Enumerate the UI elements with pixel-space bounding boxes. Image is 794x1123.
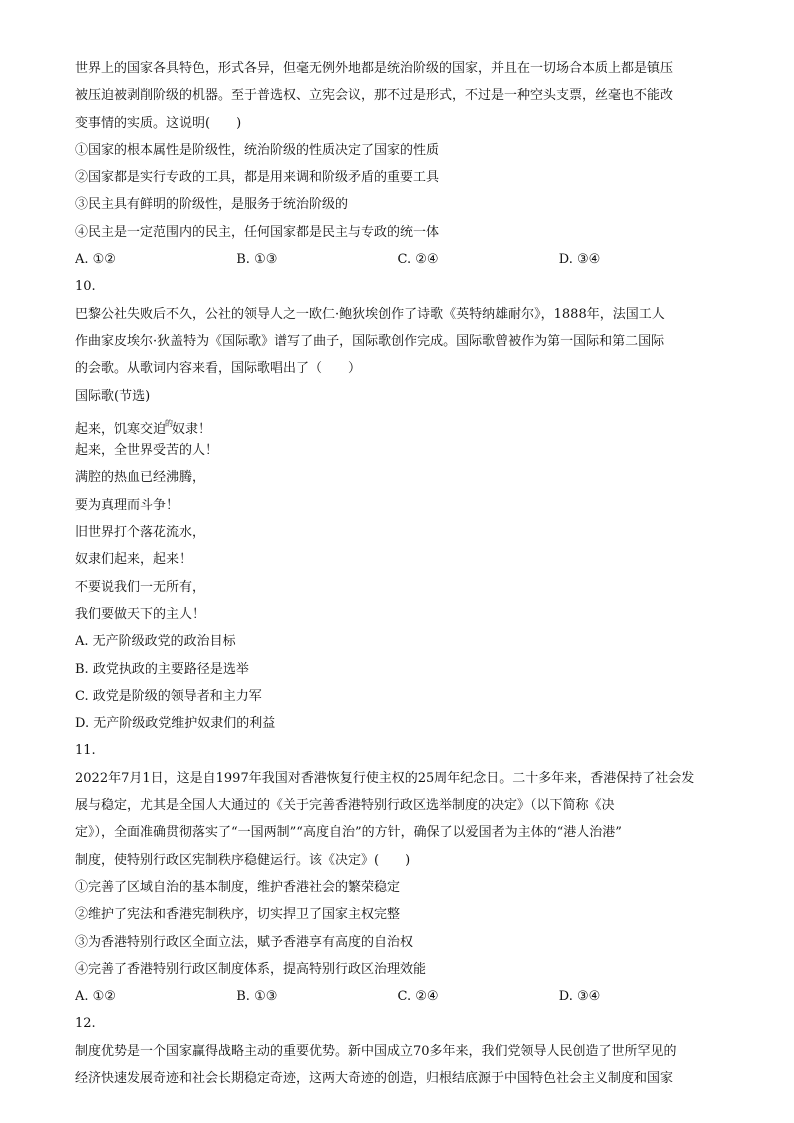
q11-option-d[interactable]: D. ③④ <box>558 989 601 1005</box>
q11-statement-2: ②维护了宪法和香港宪制秩序，切实捍卫了国家主权完整 <box>75 907 401 923</box>
q11-option-b[interactable]: B. ①③ <box>236 989 278 1005</box>
q10-stem-line-1: 巴黎公社失败后不久，公社的领导人之一欧仁·鲍狄埃创作了诗歌《英特纳雄耐尔》，1888年，法国工人 <box>75 306 665 322</box>
q12-stem-line-1: 制度优势是一个国家赢得战略主动的重要优势。新中国成立70多年来，我们党领导人民创造了世所罕见的 <box>75 1043 677 1059</box>
q10-option-a[interactable]: A. 无产阶级政党的政治目标 <box>75 634 236 650</box>
q10-poem-line-2: 起来，全世界受苦的人！ <box>75 443 219 459</box>
q11-statement-3: ③为香港特别行政区全面立法，赋予香港享有高度的自治权 <box>75 934 414 950</box>
q11-statement-1: ①完善了区域自治的基本制度，维护香港社会的繁荣稳定 <box>75 879 401 895</box>
q9-option-a[interactable]: A. ①② <box>75 252 116 268</box>
q10-poem-line-8: 我们要做天下的主人！ <box>75 606 206 622</box>
q9-stem-line-3: 变事情的实质。这说明( ) <box>75 115 242 131</box>
q9-statement-1: ①国家的根本属性是阶级性，统治阶级的性质决定了国家的性质 <box>75 142 440 158</box>
q9-option-c[interactable]: C. ②④ <box>397 252 439 268</box>
q10-poem-title: 国际歌(节选) <box>75 388 151 404</box>
document-page <box>75 55 720 1092</box>
q11-statement-4: ④完善了香港特别行政区制度体系，提高特别行政区治理效能 <box>75 961 427 977</box>
q10-number: 10. <box>75 279 96 295</box>
q9-stem-line-1: 世界上的国家各具特色，形式各异，但毫无例外地都是统治阶级的国家，并且在一切场合本质上都是镇压 <box>75 61 674 76</box>
q10-option-c[interactable]: C. 政党是阶级的领导者和主力军 <box>75 688 262 704</box>
q11-option-a[interactable]: A. ①② <box>75 989 116 1005</box>
q10-poem-line-1-sup: 的 <box>165 418 174 428</box>
q9-options <box>75 246 720 273</box>
q9-option-b[interactable]: B. ①③ <box>236 252 278 268</box>
q9-statement-2: ②国家都是实行专政的工具，都是用来调和阶级矛盾的重要工具 <box>75 170 440 186</box>
q10-poem-line-6: 奴隶们起来，起来！ <box>75 552 193 568</box>
q12-stem-line-2: 经济快速发展奇迹和社会长期稳定奇迹，这两大奇迹的创造，归根结底源于中国特色社会主义制度和国家 <box>75 1070 674 1086</box>
q11-options <box>75 983 720 1010</box>
q10-stem-line-2: 作曲家皮埃尔·狄盖特为《国际歌》谱写了曲子，国际歌创作完成。国际歌曾被作为第一国际和第二国际 <box>75 333 665 349</box>
q9-stem-line-2: 被压迫被剥削阶级的机器。至于普选权、立宪会议，那不过是形式，不过是一种空头支票，丝毫也不能改 <box>75 88 674 104</box>
q10-poem-line-1 <box>75 410 720 437</box>
q10-poem-line-7: 不要说我们一无所有， <box>75 579 206 595</box>
q10-option-b[interactable]: B. 政党执政的主要路径是选举 <box>75 661 249 677</box>
q10-poem-line-5: 旧世界打个落花流水， <box>75 525 206 541</box>
q10-poem-line-4: 要为真理而斗争！ <box>75 497 180 513</box>
q10-poem-line-1-a: 起来，饥寒交迫 <box>75 421 167 437</box>
q9-option-d[interactable]: D. ③④ <box>558 252 601 268</box>
q9-statement-3: ③民主具有鲜明的阶级性，是服务于统治阶级的 <box>75 197 349 213</box>
q12-number: 12. <box>75 1016 96 1032</box>
q10-poem-line-3: 满腔的热血已经沸腾， <box>75 470 206 486</box>
q11-stem-line-4: 制度，使特别行政区宪制秩序稳健运行。该《决定》( ) <box>75 852 411 868</box>
q10-poem-line-1-b: 奴隶！ <box>172 421 212 437</box>
q11-stem-line-3: 定》），全面准确贯彻落实了“一国两制”“高度自治”的方针，确保了以爱国者为主体的“港人治港” <box>75 825 622 841</box>
q10-stem-line-3: 的会歌。从歌词内容来看，国际歌唱出了（ ） <box>75 361 362 377</box>
q11-stem-line-2: 展与稳定，尤其是全国人大通过的《关于完善香港特别行政区选举制度的决定》（以下简称《决 <box>75 798 615 814</box>
q9-statement-4: ④民主是一定范围内的民主，任何国家都是民主与专政的统一体 <box>75 224 440 240</box>
q11-stem-line-1: 2022年7月1日，这是自1997年我国对香港恢复行使主权的25周年纪念日。二十多年来，香港保持了社会发 <box>75 770 695 786</box>
q11-option-c[interactable]: C. ②④ <box>397 989 439 1005</box>
q10-option-d[interactable]: D. 无产阶级政党维护奴隶们的利益 <box>75 716 276 732</box>
q11-number: 11. <box>75 743 96 759</box>
